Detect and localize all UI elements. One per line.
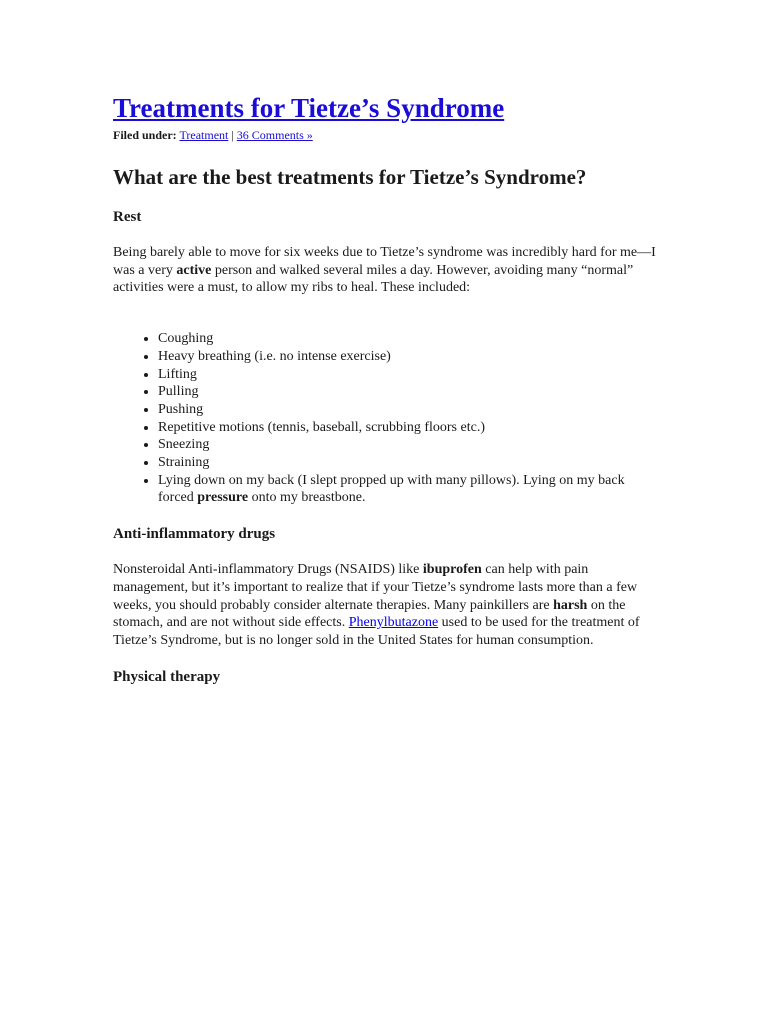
post-content bbox=[113, 92, 658, 687]
phenylbutazone-link[interactable]: Phenylbutazone bbox=[348, 615, 439, 631]
last-item-text-1: Lying down on my back (I slept propped up with many pillows). Lying on my back forced bbox=[158, 472, 625, 506]
rest-paragraph bbox=[113, 244, 658, 297]
list-item: • Repetitive motions (tennis, baseball, scrubbing floors etc.) bbox=[158, 419, 658, 437]
filed-under-label: Filed under: bbox=[113, 128, 177, 142]
list-item: • Coughing bbox=[158, 330, 658, 348]
nsaid-text-4: used to be used for the treatment of Tietze’s Syndrome, but is no longer sold in the United States for human consumption. bbox=[113, 615, 640, 648]
post-title bbox=[113, 92, 658, 124]
last-item-text-2: onto my breastbone. bbox=[248, 490, 366, 506]
section-heading-rest: Rest bbox=[113, 209, 142, 225]
rest-text-2: person and walked several miles a day. However, avoiding many “normal” activities were a must, to allow my ribs to heal. These included: bbox=[113, 262, 634, 296]
last-item-bold-pressure: pressure bbox=[197, 490, 249, 506]
list-item bbox=[158, 472, 658, 507]
post-title-link[interactable]: Treatments for Tietze’s Syndrome bbox=[113, 93, 505, 123]
list-item: • Pulling bbox=[158, 383, 658, 401]
post-meta bbox=[113, 127, 658, 143]
nsaid-bold-harsh: harsh bbox=[553, 597, 588, 613]
rest-text-1: Being barely able to move for six weeks due to Tietze’s syndrome was incredibly hard for me—I was a very bbox=[113, 245, 656, 278]
meta-separator: | bbox=[231, 128, 234, 142]
section-heading-anti-inflammatory: Anti-inflammatory drugs bbox=[113, 526, 276, 543]
avoid-activities-list bbox=[113, 330, 658, 507]
anti-inflammatory-paragraph bbox=[113, 561, 658, 650]
rest-bold-active: active bbox=[176, 262, 212, 278]
list-item: • Lifting bbox=[158, 366, 658, 384]
list-item: • Straining bbox=[158, 454, 658, 472]
nsaid-bold-ibuprofen: ibuprofen bbox=[422, 562, 482, 578]
list-item: • Heavy breathing (i.e. no intense exercise) bbox=[158, 348, 658, 366]
nsaid-text-2: can help with pain management, but it’s important to realize that if your Tietze’s syndrome lasts more than a few weeks, you should probably consider alternate therapies. Many painkillers are bbox=[113, 562, 638, 613]
nsaid-text-3: on the stomach, and are not without side effects. bbox=[113, 597, 626, 631]
list-item: • Pushing bbox=[158, 401, 658, 419]
list-item: • Sneezing bbox=[158, 436, 658, 454]
article-heading: What are the best treatments for Tietze’s Syndrome? bbox=[113, 165, 587, 189]
category-link[interactable]: Treatment bbox=[179, 128, 229, 142]
section-heading-physical-therapy: Physical therapy bbox=[113, 668, 221, 685]
nsaid-text-1: Nonsteroidal Anti-inflammatory Drugs (NSAIDS) like bbox=[113, 562, 423, 578]
comments-link[interactable]: 36 Comments » bbox=[236, 128, 313, 142]
